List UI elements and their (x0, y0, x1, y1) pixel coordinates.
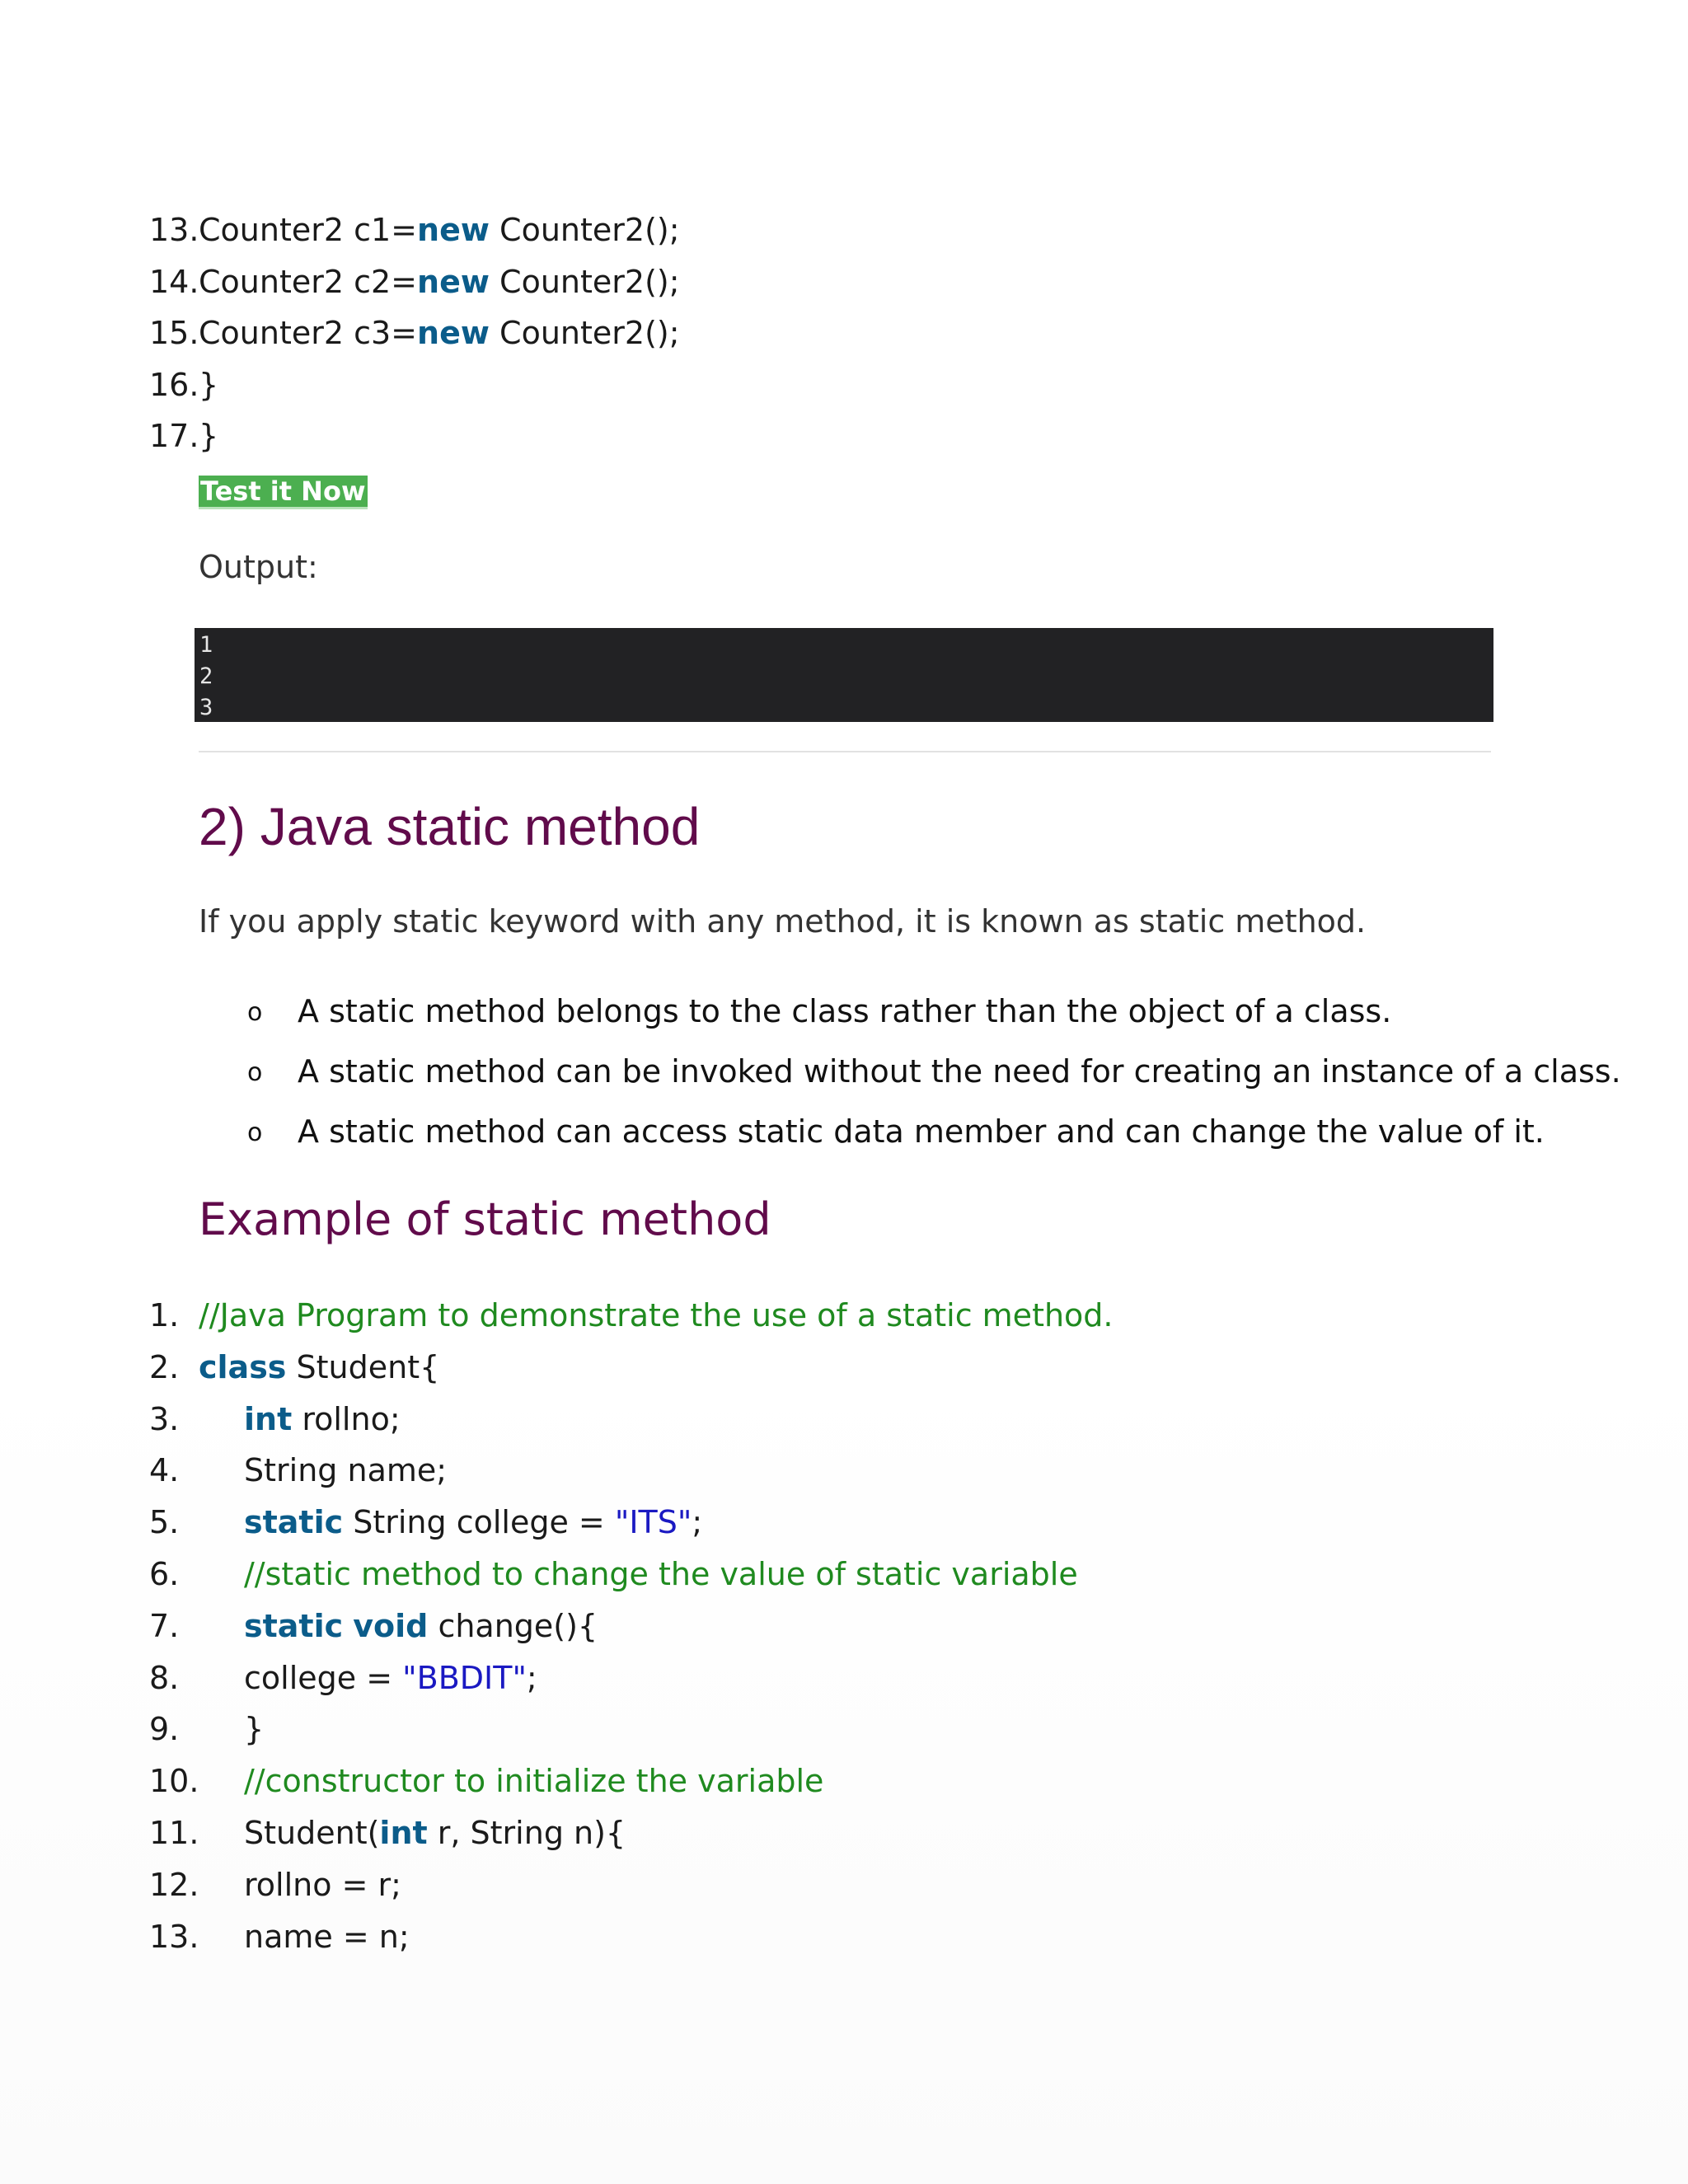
code-token: Student{ (286, 1348, 440, 1385)
code-line (0, 1290, 1688, 1341)
code-token: change(){ (428, 1607, 598, 1644)
code-token (343, 1608, 353, 1644)
bullet-circle-icon: o (247, 998, 263, 1027)
code-token: String college = (343, 1504, 615, 1541)
code-text (199, 204, 680, 255)
console-line: 1 (199, 632, 213, 658)
line-number: 6. (149, 1556, 180, 1592)
code-comment: //static method to change the value of static variable (244, 1556, 1078, 1592)
code-line (0, 1601, 1688, 1652)
code-text (199, 1290, 1114, 1341)
line-number: 8. (149, 1659, 180, 1696)
line-number: 17. (149, 418, 199, 454)
code-token: Counter2 c1= (199, 212, 418, 248)
code-token: } (244, 1711, 265, 1748)
bullet-text: A static method can access static data member and can change the value of it. (298, 1113, 1545, 1150)
code-line (0, 410, 1688, 462)
bullet-circle-icon: o (247, 1058, 263, 1087)
code-line (0, 204, 1688, 255)
code-token: ; (526, 1659, 537, 1696)
line-number: 10. (149, 1763, 199, 1800)
code-text (244, 1652, 537, 1704)
code-text (199, 359, 218, 410)
line-number: 1. (149, 1297, 180, 1333)
code-keyword: int (244, 1400, 293, 1437)
code-text (244, 1601, 598, 1652)
code-text (199, 410, 218, 462)
code-text (244, 1394, 401, 1445)
line-number: 14. (149, 263, 199, 300)
code-token: rollno = r; (244, 1866, 401, 1903)
code-line (0, 307, 1688, 359)
line-number: 4. (149, 1452, 180, 1489)
code-line (0, 1859, 1688, 1910)
code-token: Counter2 c3= (199, 315, 418, 351)
code-line (0, 1755, 1688, 1807)
code-line (0, 1445, 1688, 1496)
code-keyword: static (244, 1504, 344, 1541)
example-heading: Example of static method (199, 1193, 771, 1245)
bullet-circle-icon: o (247, 1118, 263, 1147)
console-line: 2 (199, 663, 213, 689)
code-token: } (199, 418, 219, 454)
code-line (0, 1549, 1688, 1600)
code-line (0, 1807, 1688, 1858)
code-token: Student( (244, 1815, 380, 1851)
code-line (0, 1497, 1688, 1548)
line-number: 5. (149, 1504, 180, 1541)
code-string: "ITS" (614, 1504, 692, 1541)
output-console (195, 628, 1493, 722)
output-label: Output: (199, 549, 318, 585)
line-number: 13. (149, 1918, 199, 1955)
code-text (244, 1807, 626, 1858)
section-heading: 2) Java static method (199, 797, 701, 856)
line-number: 7. (149, 1607, 180, 1644)
code-line (0, 1911, 1688, 1962)
code-text (244, 1497, 702, 1548)
code-token: Counter2 c2= (199, 263, 418, 300)
line-number: 9. (149, 1711, 180, 1748)
code-token: name = n; (244, 1918, 410, 1955)
code-comment: //constructor to initialize the variable (244, 1763, 824, 1800)
code-text (244, 1549, 1078, 1600)
line-number: 11. (149, 1815, 199, 1851)
code-line (0, 1652, 1688, 1704)
section-divider (199, 751, 1491, 752)
code-keyword: int (379, 1815, 428, 1851)
code-keyword: static (244, 1607, 344, 1644)
code-keyword: new (417, 212, 490, 248)
code-token: String name; (244, 1452, 448, 1489)
test-it-now-button[interactable]: Test it Now (199, 476, 368, 509)
code-token: r, String n){ (427, 1815, 626, 1851)
code-comment: //Java Program to demonstrate the use of a static method. (199, 1297, 1114, 1333)
line-number: 3. (149, 1400, 180, 1437)
line-number: 16. (149, 366, 199, 403)
code-line (0, 1704, 1688, 1755)
console-line: 3 (199, 695, 213, 720)
line-number: 13. (149, 212, 199, 248)
code-text (244, 1911, 410, 1962)
bullet-text: A static method can be invoked without the need for creating an instance of a class. (298, 1053, 1621, 1090)
bullet-text: A static method belongs to the class rather than the object of a class. (298, 993, 1392, 1029)
code-string: "BBDIT" (402, 1659, 527, 1696)
code-keyword: class (199, 1348, 287, 1385)
code-token: rollno; (292, 1400, 401, 1437)
code-text (244, 1859, 401, 1910)
code-line (0, 256, 1688, 307)
code-text (244, 1755, 823, 1807)
code-token: college = (244, 1659, 403, 1696)
code-text (244, 1445, 447, 1496)
line-number: 12. (149, 1866, 199, 1903)
code-text (199, 307, 680, 359)
code-text (244, 1704, 264, 1755)
code-token: ; (692, 1504, 703, 1541)
line-number: 2. (149, 1348, 180, 1385)
code-text (199, 1342, 439, 1393)
code-token: } (199, 366, 219, 403)
code-token: Counter2(); (489, 212, 680, 248)
code-line (0, 359, 1688, 410)
line-number: 15. (149, 315, 199, 351)
code-line (0, 1342, 1688, 1393)
code-keyword: new (417, 263, 490, 300)
code-line (0, 1394, 1688, 1445)
code-token: Counter2(); (489, 263, 680, 300)
intro-paragraph: If you apply static keyword with any method, it is known as static method. (199, 903, 1367, 940)
code-keyword: void (353, 1607, 429, 1644)
code-token: Counter2(); (489, 315, 680, 351)
code-keyword: new (417, 315, 490, 351)
code-text (199, 256, 680, 307)
